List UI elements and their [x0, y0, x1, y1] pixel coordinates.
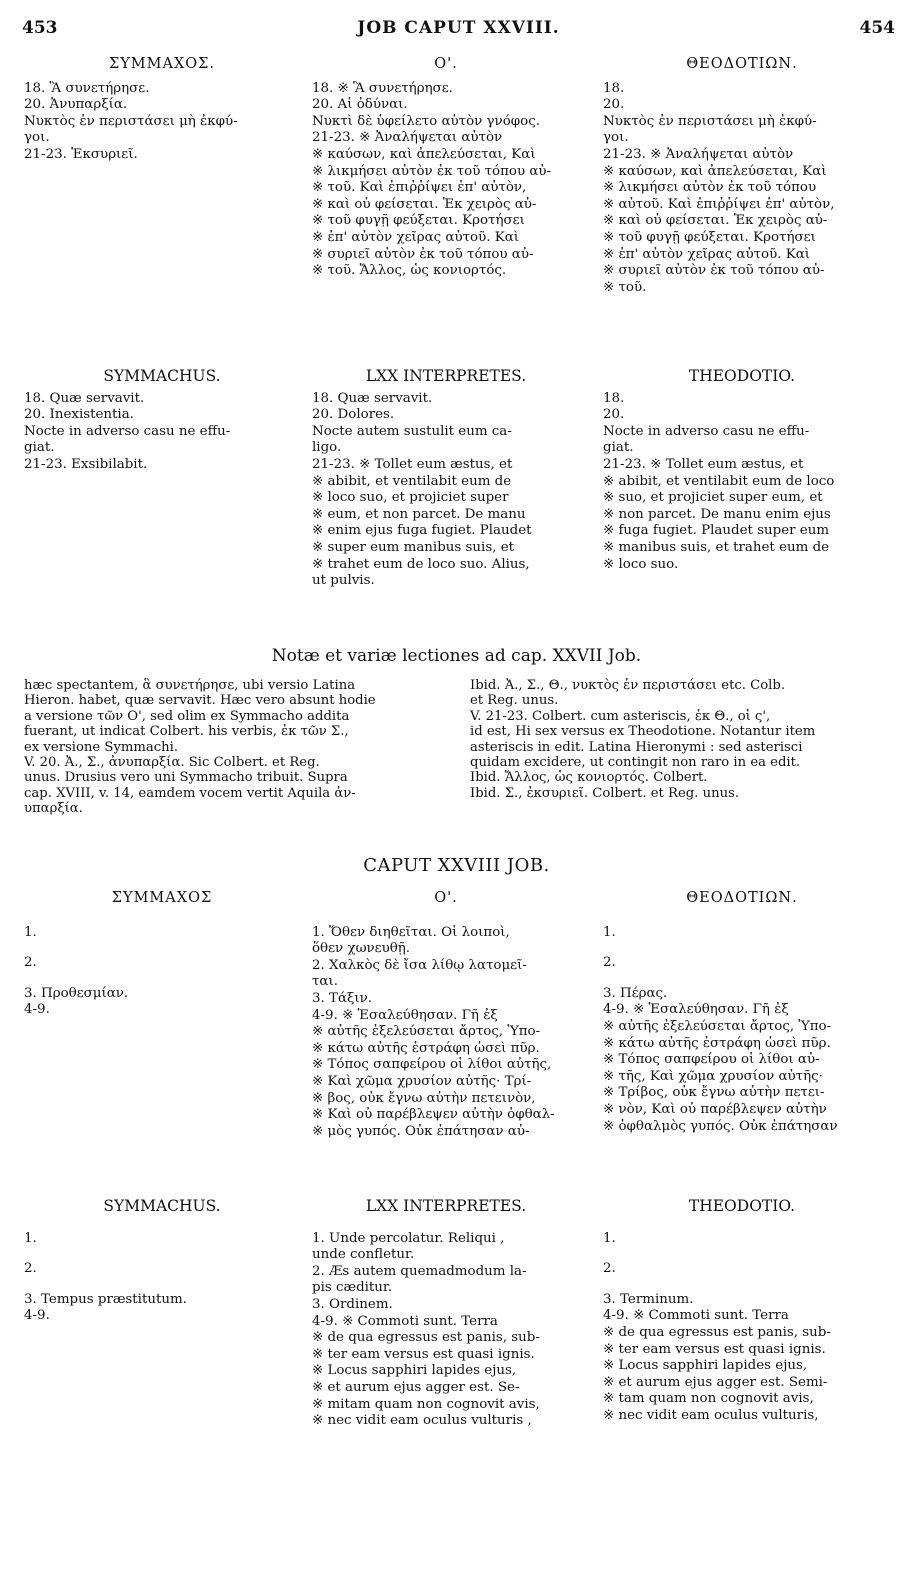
text-line: fuerant, ut indicat Colbert. his verbis, ἐκ τῶν Σ., — [24, 724, 349, 740]
text-line: ※ de qua egressus est panis, sub- — [312, 1330, 540, 1346]
text-lines — [312, 1231, 580, 1430]
text-line: 21-23. ※ Tollet eum æstus, et — [603, 456, 804, 472]
text-line: Ibid. Ἀ., Σ., Θ., νυκτὸς ἐν περιστάσει etc. Colb. — [470, 678, 786, 693]
text-lines — [24, 391, 300, 474]
text-line: Nocte in adverso casu ne effu- — [24, 423, 231, 439]
running-header — [22, 18, 895, 40]
text-line: 1. — [603, 924, 616, 940]
text-line: ※ Locus sapphiri lapides ejus, — [312, 1363, 517, 1379]
theodotion-greek-column-2 — [603, 890, 881, 1135]
text-line: ※ λικμήσει αὐτὸν ἐκ τοῦ τόπου αὐ- — [312, 163, 552, 179]
text-line: ※ τοῦ. — [603, 279, 647, 295]
text-line: Nocte autem sustulit eum ca- — [312, 423, 512, 439]
running-title: JOB CAPUT XXVIII. — [357, 18, 560, 38]
text-line: 1. — [24, 924, 37, 940]
column-heading: ΘΕΟΔΟΤΙΩΝ. — [686, 890, 798, 906]
text-line: 18. Quæ servavit. — [24, 390, 145, 406]
lxx-latin-column — [312, 368, 580, 590]
text-line: ※ αὐτῆς ἐξελεύσεται ἄρτος, Ὑπο- — [312, 1024, 541, 1040]
text-line: V. 21-23. Colbert. cum asteriscis, ἐκ Θ., οἱ ς', — [470, 708, 771, 724]
text-line: Ibid. Σ., ἐκσυριεῖ. Colbert. et Reg. unus. — [470, 785, 740, 801]
text-line: 2. Χαλκὸς δὲ ἴσα λίθῳ λατομεῖ- — [312, 957, 527, 973]
text-line: ※ νὸν, Καὶ οὐ παρέβλεψεν αὐτὴν — [603, 1101, 827, 1117]
text-line: ※ τοῦ φυγῇ φεύξεται. Κροτήσει — [603, 229, 816, 245]
text-line: ※ trahet eum de loco suo. Alius, — [312, 556, 530, 572]
text-line: quidam excidere, ut contingit non raro in ea edit. — [470, 755, 801, 771]
text-line: ※ τοῦ. Ἄλλος, ὡς κονιορτός. — [312, 263, 507, 279]
text-line: 4-9. ※ Ἐσαλεύθησαν. Γῆ ἐξ — [603, 1002, 789, 1018]
chapter-heading: CAPUT XXVIII JOB. — [363, 855, 550, 876]
text-line: id est, Hi sex versus ex Theodotione. Notantur item — [470, 724, 816, 740]
text-line: ※ Τόπος σαπφείρου οἱ λίθοι αὐτῆς, — [312, 1057, 552, 1073]
text-line: 1. — [603, 1230, 616, 1246]
text-line — [24, 1278, 300, 1292]
text-line: ※ μὸς γυπός. Οὐκ ἐπάτησαν αὐ- — [312, 1123, 530, 1139]
text-line: ※ suo, et projiciet super eum, et — [603, 490, 823, 506]
text-line: ※ ter eam versus est quasi ignis. — [312, 1346, 535, 1362]
column-heading: SYMMACHUS. — [103, 1197, 221, 1215]
text-line: ※ αὐτοῦ. Καὶ ἐπιῤῥίψει ἐπ' αὐτὸν, — [603, 196, 835, 212]
text-line: 20. — [603, 97, 625, 113]
text-line: ※ abibit, et ventilabit eum de — [312, 473, 512, 489]
text-lines — [24, 1231, 300, 1325]
text-line: γοι. — [603, 130, 629, 146]
text-line: ※ tam quam non cognovit avis, — [603, 1391, 814, 1407]
text-line: 18. — [603, 80, 625, 96]
text-line: 18. Quæ servavit. — [312, 390, 433, 406]
text-line: Νυκτὸς ἐν περιστάσει μὴ ἐκφύ- — [24, 113, 238, 129]
text-line: giat. — [24, 440, 55, 456]
text-lines — [312, 925, 580, 1141]
text-line — [603, 941, 881, 955]
text-line: ※ κάτω αὐτῆς ἐστράφη ὡσεὶ πῦρ. — [312, 1040, 540, 1056]
text-line — [24, 1247, 300, 1261]
text-line: unus. Drusius vero uni Symmacho tribuit. Supra — [24, 770, 348, 786]
text-line — [24, 941, 300, 955]
text-line: ※ loco suo, et projiciet super — [312, 490, 509, 506]
text-lines — [312, 391, 580, 590]
symmachus-latin-column-2 — [24, 1198, 300, 1325]
text-line: 2. — [24, 1261, 37, 1277]
text-line: ※ καύσων, καὶ ἀπελεύσεται, Καὶ — [603, 163, 827, 179]
text-line: Νυκτὶ δὲ ὑφείλετο αὐτὸν γνόφος. — [312, 113, 540, 129]
text-line: 4-9. — [24, 1002, 50, 1018]
column-heading: SYMMACHUS. — [103, 367, 221, 385]
symmachus-greek-column — [24, 56, 300, 164]
text-line: ※ καὶ οὐ φείσεται. Ἐκ χειρὸς αὐ- — [603, 213, 828, 229]
theodotion-latin-column — [603, 368, 881, 573]
text-line: υπαρξία. — [24, 801, 83, 817]
text-lines — [603, 81, 881, 297]
text-line: asteriscis in edit. Latina Hieronymi : sed asterisci — [470, 739, 803, 755]
text-line: ※ eum, et non parcet. De manu — [312, 506, 526, 522]
text-line: ται. — [312, 974, 338, 990]
text-line: ※ ἐπ' αὐτὸν χεῖρας αὐτοῦ. Καὶ — [312, 229, 520, 245]
text-line — [603, 1278, 881, 1292]
text-line: cap. XVIII, v. 14, eamdem vocem vertit Aquila ἀν- — [24, 785, 356, 801]
text-line: Ibid. Ἄλλος, ὡς κονιορτός. Colbert. — [470, 770, 708, 786]
text-line: 20. Inexistentia. — [24, 407, 134, 423]
text-line: 4-9. ※ Commoti sunt. Terra — [603, 1308, 789, 1324]
text-line: ※ τῆς, Καὶ χῶμα χρυσίον αὐτῆς· — [603, 1068, 823, 1084]
text-line: et Reg. unus. — [470, 693, 559, 709]
text-line: ※ λικμήσει αὐτὸν ἐκ τοῦ τόπου — [603, 180, 817, 196]
symmachus-greek-column-2 — [24, 890, 300, 1019]
text-line: ※ ter eam versus est quasi ignis. — [603, 1341, 826, 1357]
text-line: Nocte in adverso casu ne effu- — [603, 423, 810, 439]
text-line: ※ τοῦ. Καὶ ἐπιῤῥίψει ἐπ' αὐτὸν, — [312, 180, 527, 196]
text-lines — [603, 391, 881, 574]
text-line: 3. Ordinem. — [312, 1296, 393, 1312]
text-line: ※ Τόπος σαπφείρου οἱ λίθοι αὐ- — [603, 1052, 820, 1068]
text-line: V. 20. Ἀ., Σ., ἀνυπαρξία. Sic Colbert. et Reg. — [24, 755, 320, 771]
text-lines — [603, 1231, 881, 1425]
theodotion-greek-column — [603, 56, 881, 296]
text-line: 3. Terminum. — [603, 1291, 694, 1307]
text-line: 1. Ὅθεν διηθεῖται. Οἱ λοιποὶ, — [312, 924, 510, 940]
text-lines — [24, 81, 300, 164]
text-line: ※ mitam quam non cognovit avis, — [312, 1396, 540, 1412]
text-line: γοι. — [24, 130, 50, 146]
text-line: 3. Τάξιν. — [312, 990, 373, 1006]
text-line: ※ nec vidit eam oculus vulturis , — [312, 1413, 532, 1429]
text-line: ※ Locus sapphiri lapides ejus, — [603, 1358, 808, 1374]
text-line: ※ fuga fugiet. Plaudet super eum — [603, 523, 830, 539]
text-line: 3. Προθεσμίαν. — [24, 985, 129, 1001]
text-line: ※ super eum manibus suis, et — [312, 539, 515, 555]
theodotion-latin-column-2 — [603, 1198, 881, 1425]
text-line: giat. — [603, 440, 634, 456]
text-line: ※ abibit, et ventilabit eum de loco — [603, 473, 835, 489]
text-line: 2. — [24, 955, 37, 971]
column-heading: LXX INTERPRETES. — [365, 1197, 527, 1215]
column-heading: LXX INTERPRETES. — [365, 367, 527, 385]
text-line — [603, 1247, 881, 1261]
column-heading: ΘΕΟΔΟΤΙΩΝ. — [686, 56, 798, 72]
symmachus-latin-column — [24, 368, 300, 474]
text-line: 21-23. Exsibilabit. — [24, 456, 148, 472]
text-line: pis cæditur. — [312, 1280, 393, 1296]
text-line: Νυκτὸς ἐν περιστάσει μὴ ἐκφύ- — [603, 113, 817, 129]
lxx-latin-column-2 — [312, 1198, 580, 1430]
text-line: ※ καὶ οὐ φείσεται. Ἐκ χειρὸς αὐ- — [312, 196, 537, 212]
text-line: 20. Dolores. — [312, 407, 395, 423]
text-line: ex versione Symmachi. — [24, 739, 179, 755]
text-line: 18. — [603, 390, 625, 406]
column-heading: Ο'. — [434, 890, 458, 906]
text-line: ※ ἐπ' αὐτὸν χεῖρας αὐτοῦ. Καὶ — [603, 246, 811, 262]
text-line: ※ manibus suis, et trahet eum de — [603, 539, 830, 555]
text-line: 4-9. — [24, 1308, 50, 1324]
text-line: ※ loco suo. — [603, 556, 679, 572]
text-line: ὅθεν χωνευθῇ. — [312, 941, 411, 957]
column-heading: THEODOTIO. — [688, 367, 796, 385]
text-line: ※ enim ejus fuga fugiet. Plaudet — [312, 523, 532, 539]
text-line: ※ non parcet. De manu enim ejus — [603, 506, 831, 522]
text-line: ※ nec vidit eam oculus vulturis, — [603, 1407, 819, 1423]
text-line: 18. ※ Ἃ συνετήρησε. — [312, 80, 453, 96]
text-line: ※ ὀφθαλμὸς γυπός. Οὐκ ἐπάτησαν — [603, 1118, 838, 1134]
text-line: ※ Τρίβος, οὐκ ἔγνω αὐτὴν πετει- — [603, 1085, 825, 1101]
text-line: 3. Πέρας. — [603, 985, 668, 1001]
text-line: 21-23. ※ Ἀναλήψεται αὐτὸν — [312, 130, 503, 146]
column-heading: THEODOTIO. — [688, 1197, 796, 1215]
text-line: 4-9. ※ Commoti sunt. Terra — [312, 1313, 498, 1329]
text-line: ※ τοῦ φυγῇ φεύξεται. Κροτήσει — [312, 213, 525, 229]
text-line: ※ καύσων, καὶ ἀπελεύσεται, Καὶ — [312, 146, 536, 162]
text-line: 18. Ἃ συνετήρησε. — [24, 80, 150, 96]
text-line: 1. — [24, 1230, 37, 1246]
text-line: 21-23. Ἐκσυριεῖ. — [24, 146, 138, 162]
text-line: 21-23. ※ Tollet eum æstus, et — [312, 456, 513, 472]
text-line: ※ Καὶ οὐ παρέβλεψεν αὐτὴν ὀφθαλ- — [312, 1107, 555, 1123]
text-line: ※ συριεῖ αὐτὸν ἐκ τοῦ τόπου αὐ- — [312, 246, 534, 262]
text-lines — [24, 925, 300, 1019]
text-line: ※ συριεῖ αὐτὸν ἐκ τοῦ τόπου αὐ- — [603, 263, 825, 279]
text-line: ※ αὐτῆς ἐξελεύσεται ἄρτος, Ὑπο- — [603, 1018, 832, 1034]
text-line: 2. — [603, 955, 616, 971]
text-line: unde confletur. — [312, 1247, 415, 1263]
text-line: 3. Tempus præstitutum. — [24, 1291, 187, 1307]
text-lines — [312, 81, 580, 280]
text-line: ※ κάτω αὐτῆς ἐστράφη ὡσεὶ πῦρ. — [603, 1035, 831, 1051]
notes-right-column — [470, 678, 890, 801]
text-line: ※ et aurum ejus agger est. Se- — [312, 1379, 520, 1395]
text-line: 20. — [603, 407, 625, 423]
text-line — [24, 972, 300, 986]
lxx-greek-column-2 — [312, 890, 580, 1140]
text-line: 21-23. ※ Ἀναλήψεται αὐτὸν — [603, 146, 794, 162]
text-line: ※ Καὶ χῶμα χρυσίον αὐτῆς· Τρί- — [312, 1073, 532, 1089]
column-heading: ΣΥΜΜΑΧΟΣ. — [108, 56, 216, 72]
column-heading: ΣΥΜΜΑΧΟΣ — [111, 890, 213, 906]
text-line: 20. Ἀνυπαρξία. — [24, 97, 128, 113]
notes-left-column — [24, 678, 449, 817]
text-line — [603, 972, 881, 986]
lxx-greek-column — [312, 56, 580, 280]
text-lines — [470, 678, 890, 801]
text-lines — [24, 678, 449, 817]
notes-title: Notæ et variæ lectiones ad cap. XXVII Job. — [271, 646, 642, 666]
text-line: 2. Æs autem quemadmodum la- — [312, 1263, 527, 1279]
page-number-left: 453 — [22, 18, 58, 38]
text-line: ※ de qua egressus est panis, sub- — [603, 1324, 831, 1340]
text-line: 4-9. ※ Ἐσαλεύθησαν. Γῆ ἐξ — [312, 1007, 498, 1023]
text-line: ut pulvis. — [312, 573, 375, 589]
text-line: Hieron. habet, quæ servavit. Hæc vero absunt hodie — [24, 693, 376, 709]
page-number-right: 454 — [859, 18, 895, 38]
column-heading: Ο'. — [434, 56, 458, 72]
text-line: ligo. — [312, 440, 342, 456]
text-line: 1. Unde percolatur. Reliqui , — [312, 1230, 505, 1246]
text-line: ※ βος, οὐκ ἔγνω αὐτὴν πετεινὸν, — [312, 1090, 536, 1106]
text-line: ※ et aurum ejus agger est. Semi- — [603, 1374, 828, 1390]
text-line: hæc spectantem, ἃ συνετήρησε, ubi versio Latina — [24, 678, 356, 693]
text-lines — [603, 925, 881, 1136]
text-line: 20. Αἱ ὀδύναι. — [312, 97, 408, 113]
text-line: 2. — [603, 1261, 616, 1277]
text-line: a versione τῶν Ο', sed olim ex Symmacho addita — [24, 708, 350, 724]
